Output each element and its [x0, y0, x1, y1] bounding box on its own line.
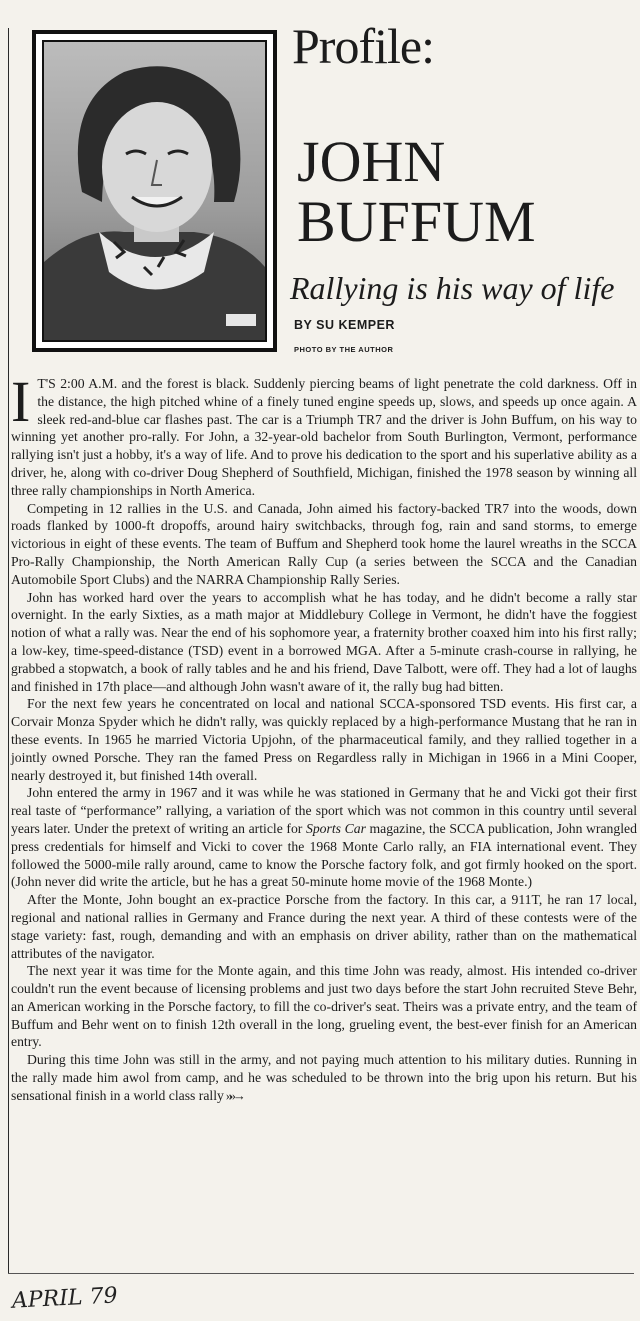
article-paragraph: John has worked hard over the years to accomplish what he has today, and he didn't become a rally star overnight. In the early Sixties, as a math major at Middlebury College in Vermont, he didn't have the foggiest notion of what a rally was. Near the end of his sophomore year, a fraternity brother coaxed him into his first rally; a low-key, time-speed-distance (TSD) event in a borrowed MGA. After a 5-minute crash-course in rallying, he grabbed a stopwatch, a book of rally tables and he and his friend, Dave Talbott, were off. They had a lot of laughs and finished in 17th place—and although John wasn't aware of it, the rally bug had bitten.: [11, 589, 637, 694]
paragraph-text: magazine, the SCCA publication, John wrangled press credentials for himself and Vicki to cover the 1968 Monte Carlo rally, an FIA international event. They followed the 5000-mile rally around, came to know the Porsche factory folk, and got firmly hooked on the sport. (John never did write the article, but he has a great 50-minute home movie of the 1968 Monte.): [11, 820, 637, 890]
bottom-rule: [8, 1273, 634, 1274]
headline-first-name: JOHN: [297, 129, 446, 194]
magazine-title: Sports Car: [305, 820, 366, 836]
left-column-rule: [8, 28, 9, 1273]
paragraph-text: During this time John was still in the army, and not paying much attention to his military duties. Running in the rally made him awol from camp, and he was scheduled to be thrown into the brig upon his return. But his sensational finish in a world class rally: [11, 1052, 637, 1103]
article-paragraph: For the next few years he concentrated on local and national SCCA-sponsored TSD events. His first car, a Corvair Monza Spyder which he didn't rally, was quickly replaced by a high-performance Mustang that he ran in these events. In 1965 he married Victoria Upjohn, of the pharmaceutical family, and they rallied together in a jointly owned Porsche. They ran the famed Press on Regardless rally in Michigan in 1966 in a Mini Cooper, nearly destroyed it, but finished 14th overall.: [11, 696, 637, 783]
handwritten-date: APRIL 79: [11, 1283, 119, 1314]
section-kicker: Profile:: [292, 18, 434, 74]
portrait-photo: [42, 40, 267, 342]
article-paragraph: [11, 369, 637, 500]
article-paragraph: [11, 784, 637, 891]
headline-last-name: BUFFUM: [297, 189, 536, 254]
lead-text: 2:00 A.M. and the forest is black. Suddenly piercing beams of light penetrate the cold darkness. Off in the distance, the high pitched whine of a finely tuned engine speeds up, slows, and speeds up once again. A sleek red-and-blue car flashes past. The car is a Triumph TR7 and the driver is John Buffum, on his way to winning yet another pro-rally. For John, a 32-year-old bachelor from South Burlington, Vermont, performance rallying isn't just a hobby, it's a way of life. And to prove his dedication to the sport and his superlative ability as a driver, he, along with co-driver Doug Shepherd of Southfield, Michigan, finished the 1978 season by winning all three rally championships in North America.: [11, 376, 637, 498]
lead-in: T'S: [37, 376, 56, 391]
byline: BY SU KEMPER: [294, 318, 395, 332]
drop-cap: I: [11, 369, 31, 434]
article-paragraph: [11, 1051, 637, 1104]
article-paragraph: After the Monte, John bought an ex-practice Porsche from the factory. In this car, a 911T, he ran 17 local, regional and national rallies in Germany and France during the next year. A third of these contests were of the stage variety: fast, rough, demanding and with an emphasis on driver ability, rather than on the mathematical attributes of the navigator.: [11, 892, 637, 961]
subheadline: Rallying is his way of life: [290, 270, 615, 306]
portrait-illustration: [44, 42, 265, 340]
continued-arrow-icon: »»→: [225, 1087, 243, 1103]
paragraph-text: John entered the army in 1967 and it was while he was stationed in Germany that he and Vicki got their first real taste of “performance” rallying, a variation of the sport which was not common in this country until several years later. Under the pretext of writing an article for: [11, 785, 637, 836]
portrait-photo-frame: [32, 30, 277, 352]
article-paragraph: The next year it was time for the Monte again, and this time John was ready, almost. His intended co-driver couldn't run the event because of licensing problems and just two days before the start John recruited Steve Behr, an American working in the Porsche factory, to fill the co-driver's seat. Theirs was a private entry, and the team of Buffum and Behr went on to finish 12th overall in the long, grueling event, the best-ever finish for an American entry.: [11, 963, 637, 1050]
article-body: [11, 369, 637, 1105]
article-paragraph: Competing in 12 rallies in the U.S. and Canada, John aimed his factory-backed TR7 into the woods, down roads flanked by 1000-ft dropoffs, around hairy switchbacks, through fog, rain and sand storms, to emerge victorious in eight of these events. The team of Buffum and Shepherd took home the laurel wreaths in the SCCA Pro-Rally Championship, the North American Rally Cup (a series between the SCCA and the Canadian Automobile Sport Clubs) and the NARRA Championship Rally Series.: [11, 500, 637, 587]
photo-credit: PHOTO BY THE AUTHOR: [294, 345, 394, 354]
